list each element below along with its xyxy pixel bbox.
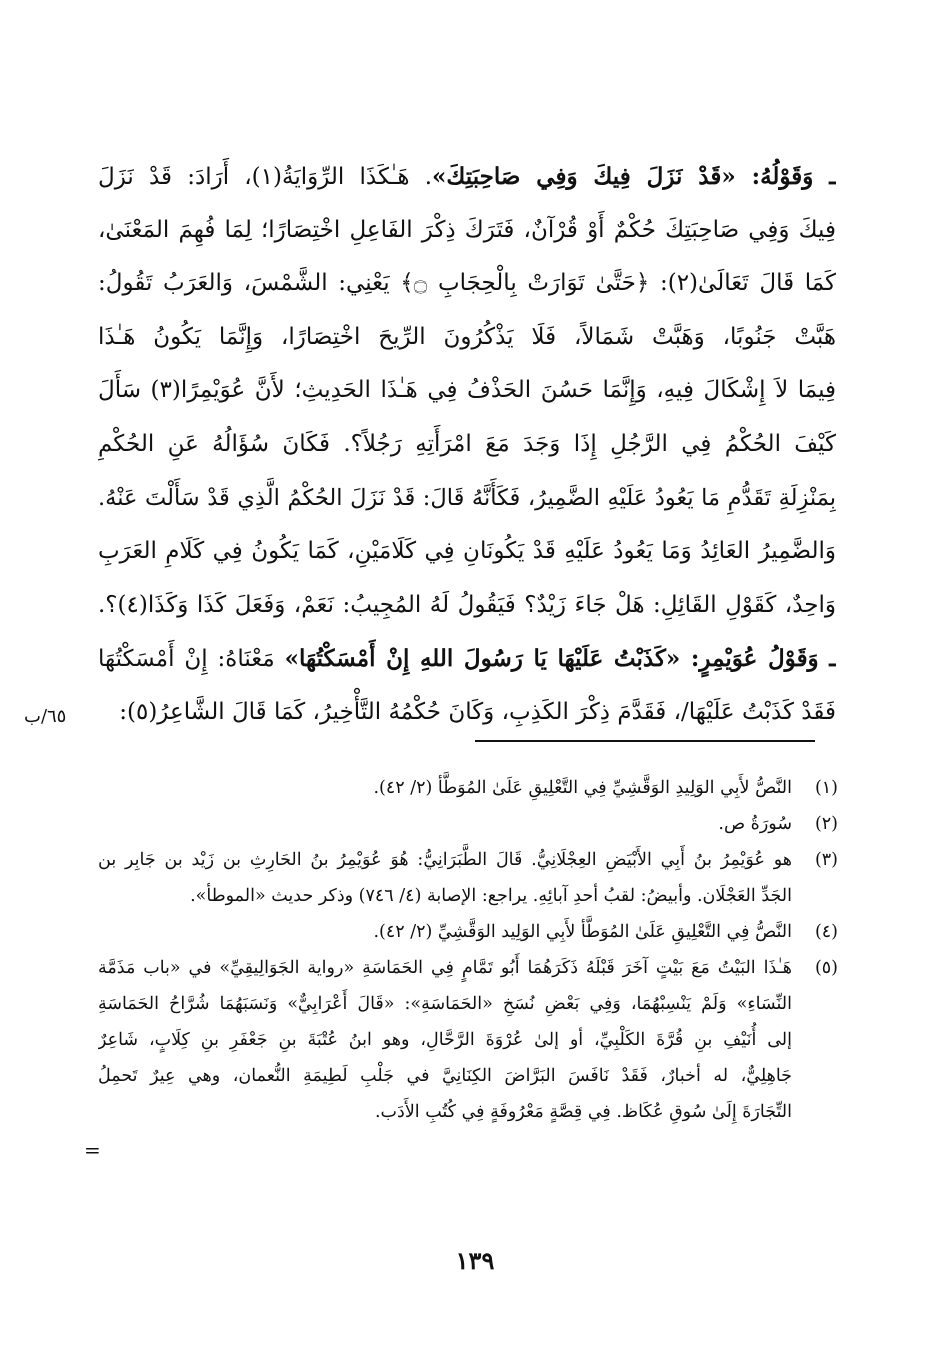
- line-text: كَمَا قَالَ تَعَالَىٰ(٢): ﴿حَتَّىٰ تَوَارَتْ بِالْحِجَابِ ۝﴾ يَعْنِي: الشَّمْسَ، وَالعَرَبُ تَقُولُ:: [98, 270, 836, 297]
- main-line-10: [98, 632, 836, 686]
- line-text: فَقَدْ كَذَبْتُ عَلَيْهَا/، فَقَدَّمَ ذِكْرَ الكَذِبِ، وَكَانَ حُكْمُهُ التَّأْخِيرُ، كَمَا قَالَ الشَّاعِرُ(٥):: [119, 698, 836, 725]
- footnote-number: (٢): [814, 814, 838, 834]
- footnote-line: النِّسَاءِ» وَلَمْ يَنْسِبْهُمَا، وَفِي بَعْضِ نُسَخِ «الحَمَاسَةِ»: «قَالَ أَعْرَابِيٌّ» وَنَسَبَهُمَا شُرَّاحُ الحَمَاسَةِ: [98, 994, 792, 1014]
- footnote-line: النَّصُّ فِي التَّعْلِيقِ عَلَىٰ المُوَطَّأ لأَبِي الوَلِيد الوَقَّشِيِّ (٢/ ٤٢).: [373, 922, 792, 942]
- footnote-line: التِّجَارَةَ إِلَىٰ سُوقِ عُكَاظ. فِي قِصَّةٍ مَعْرُوفَةٍ فِي كُتُبِ الأَدَب.: [374, 1102, 792, 1122]
- footnote-line: النَّصُّ لأَبِي الوَلِيدِ الوَقَّشِيِّ فِي التَّعْلِيقِ عَلَىٰ المُوَطَّأ (٢/ ٤٢).: [373, 778, 792, 798]
- main-line-4: [98, 311, 836, 365]
- hadith-quote: ـ وَقَوْلُ عُوَيْمِرٍ: «كَذَبْتُ عَلَيْهَا يَا رَسُولَ اللهِ إِنْ أَمْسَكْتُهَا»: [284, 645, 836, 673]
- footnote-number: (٣): [814, 850, 838, 870]
- main-line-5: [98, 364, 836, 418]
- footnote-line: هو عُوَيْمِرُ بنُ أَبِي الأَبْيَضِ العِجْلَانِيُّ. قَالَ الطَّبَرَانِيُّ: هُوَ عُوَيْمِرُ بنُ الحَارِثِ بن زَيْد بن جَابِر بن: [98, 850, 792, 870]
- footnote-number: (٤): [814, 922, 838, 942]
- footnote-separator: [475, 740, 815, 742]
- footnote-number: (٥): [814, 958, 838, 978]
- main-text: [98, 150, 836, 740]
- footnote-4: [98, 914, 838, 950]
- footnote-number: (١): [814, 778, 838, 798]
- line-text: فِيمَا لاَ إِشْكَالَ فِيهِ، وَإِنَّمَا حَسُنَ الحَذْفُ فِي هَـٰذَا الحَدِيثِ؛ لأَنَّ عُوَيْمِرًا(٣) سَأَلَ: [98, 377, 836, 404]
- main-line-3: [98, 257, 836, 311]
- main-line-8: [98, 525, 836, 579]
- footnote-3: [98, 842, 838, 914]
- main-line-11: [98, 686, 836, 740]
- line-text: وَاحِدٌ، كَقَوْلِ القَائِلِ: هَلْ جَاءَ زَيْدٌ؟ فَيَقُولُ لَهُ المُجِيبُ: نَعَمْ، وَفَعَلَ كَذَا وَكَذَا(٤)؟.: [98, 591, 836, 618]
- line-text: هَبَّتْ جَنُوبًا، وَهَبَّتْ شَمَالاً، فَلَا يَذْكُرُونَ الرِّيحَ اخْتِصَارًا، وَإِنَّمَا يَكُونُ هَـٰذَا: [98, 323, 836, 350]
- main-line-6: [98, 418, 836, 472]
- line-text: وَالضَّمِيرُ العَائِدُ وَمَا يَعُودُ عَلَيْهِ قَدْ يَكُونَانِ فِي كَلَامَيْنِ، كَمَا يَكُونُ فِي كَلَامِ العَرَبِ: [98, 538, 836, 565]
- line-text: بِمَنْزِلَةِ تَقَدُّمِ مَا يَعُودُ عَلَيْهِ الضَّمِيرُ، فَكَأَنَّهُ قَالَ: قَدْ نَزَلَ الحُكْمُ الَّذِي قَدْ سَأَلْتَ عَنْهُ.: [98, 484, 836, 511]
- footnote-line: سُورَةُ ص.: [718, 814, 792, 834]
- footnote-body: [98, 914, 798, 950]
- main-line-2: [98, 204, 836, 258]
- manuscript-folio-note: ٦٥/ب: [24, 706, 67, 727]
- main-line-7: [98, 472, 836, 526]
- footnote-line: الجَدِّ العَجْلَان. وأبيضُ: لقبُ أحدِ آبائِهِ. يراجع: الإصابة (٤/ ٧٤٦) وذكر حديث «الموطأ».: [190, 886, 792, 906]
- line-text: مَعْنَاهُ: إِنْ أَمْسَكْتُهَا: [98, 646, 285, 673]
- footnote-line: جَاهِلِيٌّ، له أخبارٌ، فَقَدْ نَافَسَ البَرَّاضَ الكِنَانِيَّ في جَلْبِ لَطِيمَةِ النُّعمان، وهي عِيرٌ تَحمِلُ: [98, 1066, 792, 1086]
- line-text: . هَـٰكَذَا الرِّوَايَةُ(١)، أَرَادَ: قَدْ نَزَلَ: [98, 164, 433, 190]
- footnote-body: [98, 950, 798, 1130]
- footnote-continuation-mark: =: [84, 1138, 101, 1162]
- hadith-quote: ـ وَقَوْلُهُ: «قَدْ نَزَلَ فِيكَ وَفِي صَاحِبَتِكَ»: [432, 163, 836, 190]
- footnote-2: [98, 806, 838, 842]
- footnote-1: [98, 770, 838, 806]
- footnote-line: إلى أُنَيْفِ بنِ قُرَّةَ الكَلْبِيِّ، أو إلىٰ عُرْوَةَ الرَّحَّالِ، وهو ابنُ عُتْبَةَ بنِ جَعْفَرِ بنِ كِلَابٍ، شَاعِرٌ: [98, 1030, 792, 1050]
- line-text: فِيكَ وَفِي صَاحِبَتِكَ حُكْمٌ أَوْ قُرْآنٌ، فَتَرَكَ ذِكْرَ الفَاعِلِ اخْتِصَارًا؛ لِمَا فُهِمَ المَعْنَىٰ،: [98, 216, 836, 243]
- line-text: كَيْفَ الحُكْمُ فِي الرَّجُلِ إِذَا وَجَدَ مَعَ امْرَأَتِهِ رَجُلاً؟. فَكَانَ سُؤَالُهُ عَنِ الحُكْمِ: [98, 430, 836, 457]
- footnote-body: [98, 806, 798, 842]
- main-line-9: [98, 579, 836, 633]
- main-line-1: [98, 150, 836, 204]
- footnote-line: هَـٰذَا البَيْتُ مَعَ بَيْتٍ آخَرَ قَبْلَهُ ذَكَرَهُمَا أَبُو تَمَّامٍ فِي الحَمَاسَةِ «رواية الجَوَالِيقِيِّ» في «باب مَذَمَّة: [98, 958, 792, 978]
- footnotes: [98, 770, 838, 1130]
- footnote-body: [98, 842, 798, 914]
- footnote-body: [98, 770, 798, 806]
- footnote-5: [98, 950, 838, 1130]
- page-number: ١٣٩: [455, 1246, 495, 1275]
